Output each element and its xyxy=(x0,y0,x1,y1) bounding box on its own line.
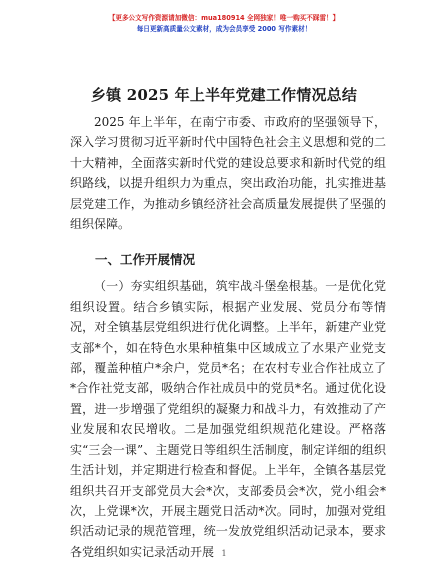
document-body xyxy=(70,112,386,562)
section-heading: 一、工作开展情况 xyxy=(95,252,196,268)
page-number: 1 xyxy=(221,549,227,558)
section-paragraph: （一）夯实组织基础，筑牢战斗堡垒根基。一是优化党组织设置。结合乡镇实际，根据产业发展、党员分布等情况，对全镇基层党组织进行优化调整。上半年，新建产业党支部*个，如在特色水果种植集中区域成立了水果产业党支部，覆盖种植户*余户，党员*名；在农村专业合作社成立了*合作社党支部，吸纳合作社成员中的党员*名。通过优化设置，进一步增强了党组织的凝聚力和战斗力，有效推动了产业发展和农民增收。二是加强党组织规范化建设。严格落实“三会一课”、主题党日等组织生活制度，制定详细的组织生活计划，并定期进行检查和督促。上半年，全镇各基层党组织共召开支部党员大会*次，支部委员会*次，党小组会*次，上党课*次，开展主题党日活动*次。同时，加强对党组织活动记录的规范管理，统一发放党组织活动记录本，要求各党组织如实记录活动开展 xyxy=(70,279,386,559)
promo-banner-line-2: 每日更新高质量公文素材，成为会员享受 2000 写作素材！ xyxy=(136,25,312,33)
intro-paragraph xyxy=(70,112,386,234)
promo-banner-line-1: 【更多公文写作资源请加微信：mua180914 全网独家！唯一购买不踩雷！】 xyxy=(108,14,340,22)
document-title: 乡镇 2025 年上半年党建工作情况总结 xyxy=(90,86,358,104)
intro-text: 2025 年上半年，在南宁市委、市政府的坚强领导下，深入学习贯彻习近平新时代中国特色社会主义思想和党的二十大精神，全面落实新时代党的建设总要求和新时代党的组织路线，以提升组织力为重点，突出政治功能，扎实推进基层党建工作，为推动乡镇经济社会高质量发展提供了坚强的组织保障。 xyxy=(70,115,386,232)
promo-banner xyxy=(0,14,448,34)
